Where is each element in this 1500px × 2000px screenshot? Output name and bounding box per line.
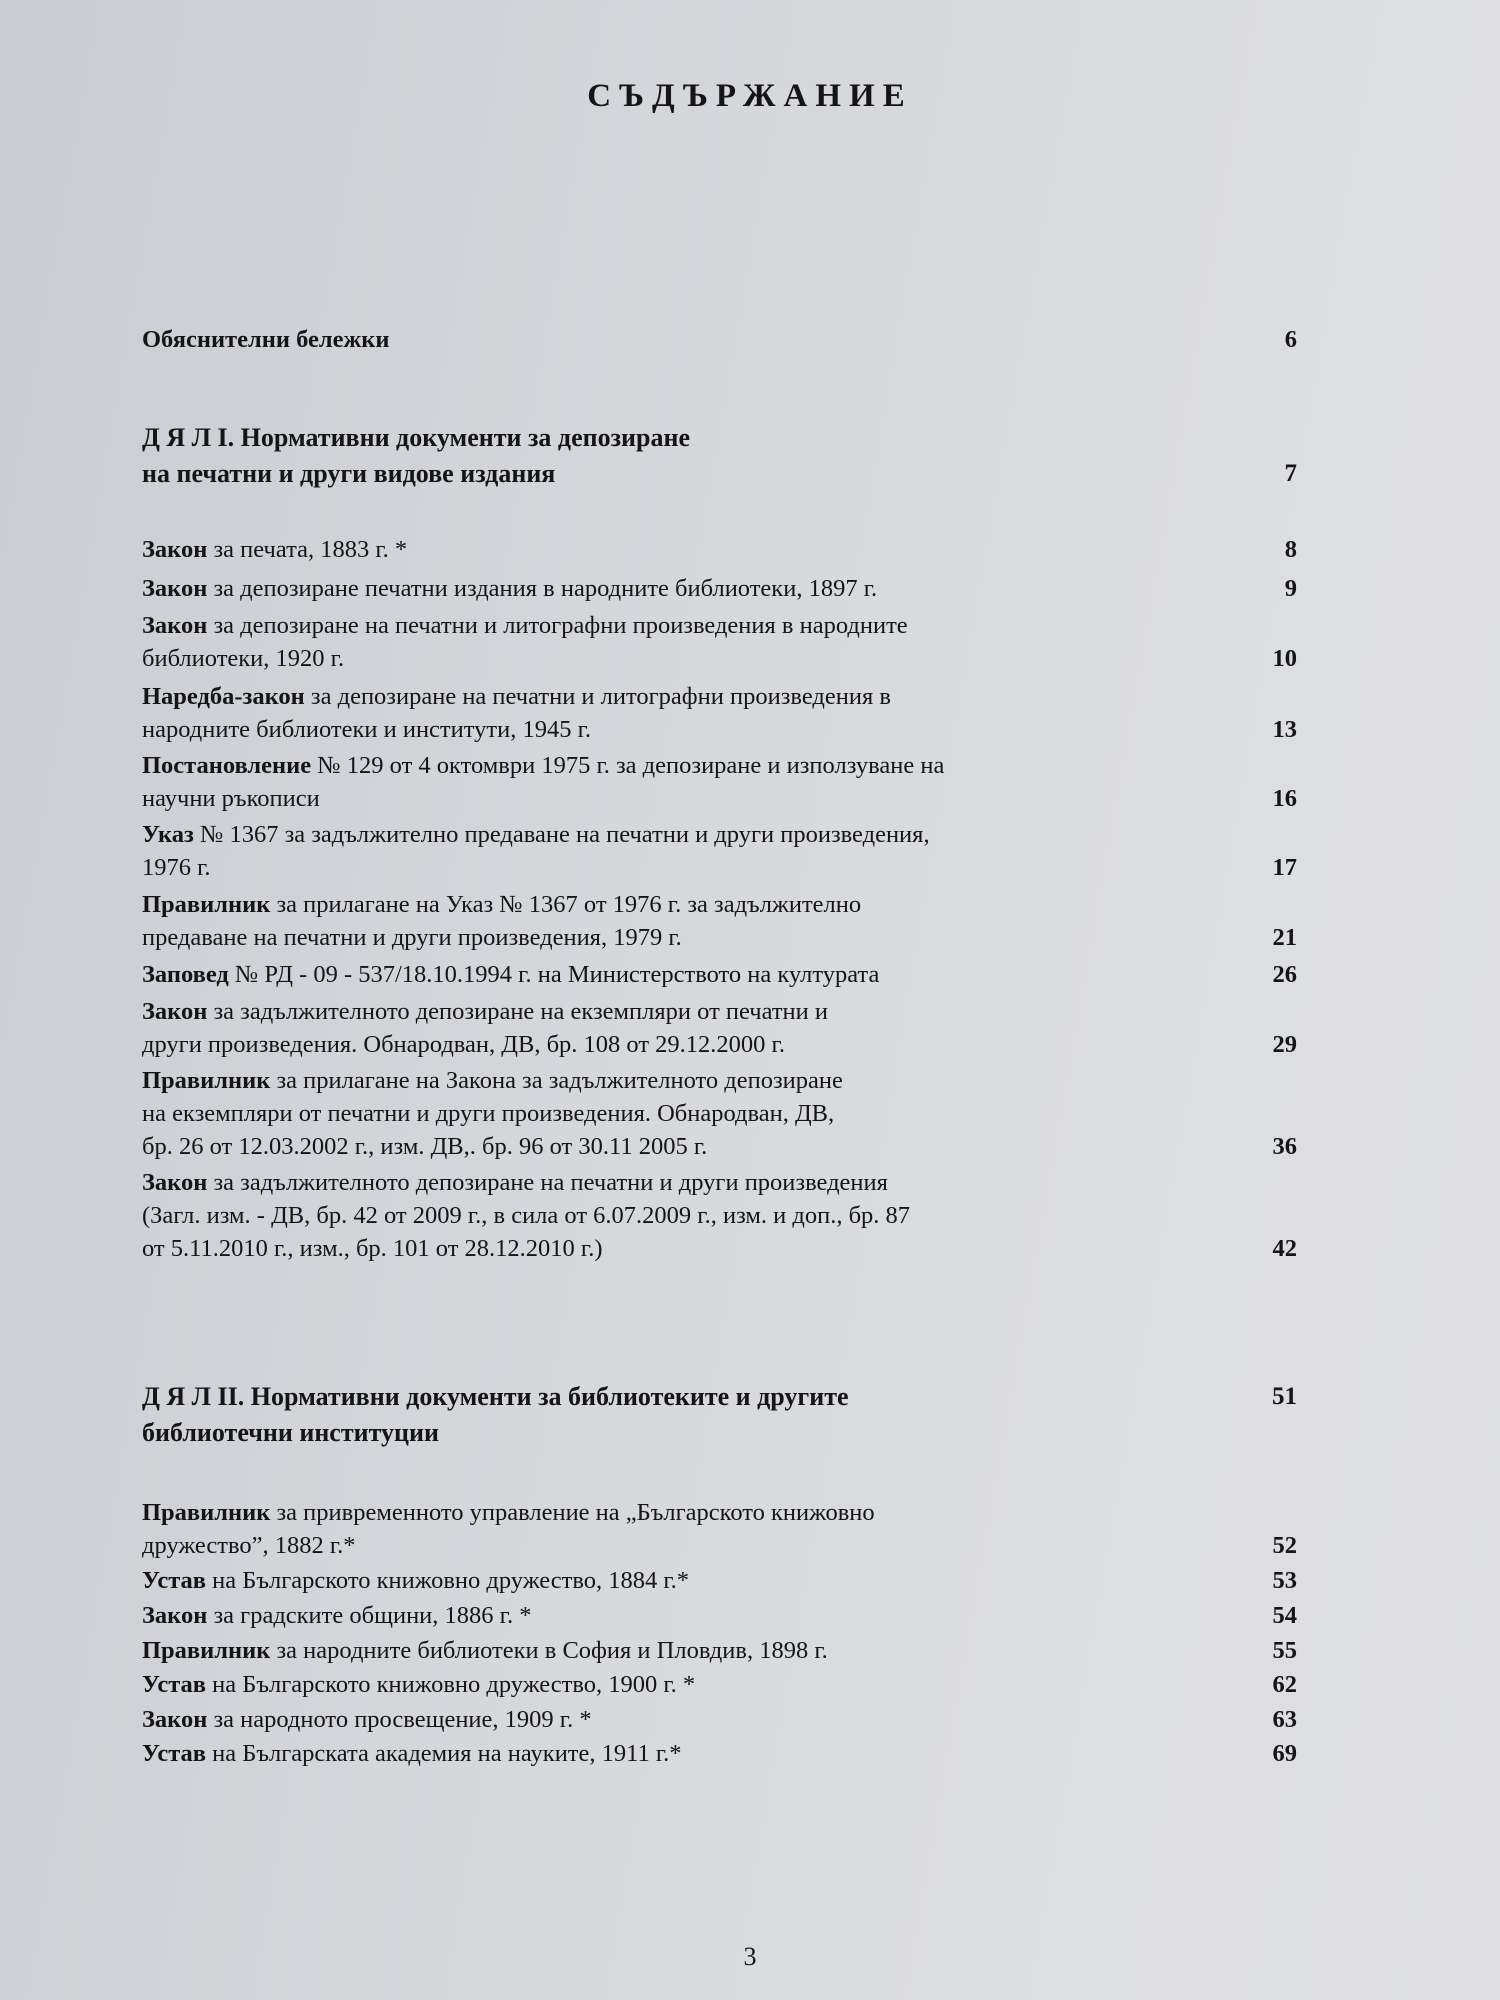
section-1-line-2: на печатни и други видове издания — [142, 459, 556, 488]
entry-text — [142, 1496, 1297, 1529]
entry-text — [142, 1703, 1297, 1736]
entry-text: за печата, 1883 г. * — [207, 536, 408, 563]
entry-text — [142, 888, 1297, 921]
entry-keyword: Правилник — [142, 1637, 271, 1664]
toc-entry — [142, 1668, 1297, 1701]
entry-keyword: Устав — [142, 1740, 207, 1767]
entry-keyword: Закон — [142, 612, 208, 639]
toc-entry — [142, 958, 1297, 991]
toc-entry — [142, 1064, 1297, 1163]
entry-text — [142, 1737, 1297, 1770]
entry-page: 16 — [1272, 785, 1297, 812]
entry-page: 54 — [1272, 1602, 1297, 1629]
entry-text — [142, 1064, 1297, 1097]
entry-text: други произведения. Обнародван, ДВ, бр. 108 от 29.12.2000 г. — [142, 1031, 785, 1058]
entry-keyword: Закон — [142, 1706, 208, 1733]
entry-text — [142, 1166, 1297, 1199]
entry-page: 55 — [1272, 1637, 1297, 1664]
entry-keyword: Закон — [142, 1602, 208, 1629]
entry-text: от 5.11.2010 г., изм., бр. 101 от 28.12.2010 г.) — [142, 1235, 603, 1262]
entry-text: 1976 г. — [142, 854, 211, 881]
page-number: 3 — [743, 1942, 757, 1971]
section-2-line-2: библиотечни институции — [142, 1418, 439, 1447]
entry-text — [142, 680, 1297, 713]
entry-keyword: Постановление — [142, 752, 312, 779]
entry-page: 53 — [1272, 1567, 1297, 1594]
entry-label: Обяснителни бележки — [142, 326, 390, 353]
entry-keyword: Правилник — [142, 891, 271, 918]
entry-text: народните библиотеки и институти, 1945 г. — [142, 716, 591, 743]
entry-text: за депозиране на печатни и литографни произведения в — [304, 683, 891, 710]
entry-text: библиотеки, 1920 г. — [142, 645, 345, 672]
entry-text: № 129 от 4 октомври 1975 г. за депозиране и използуване на — [311, 752, 945, 779]
entry-text: на Българското книжовно дружество, 1900 г. * — [206, 1671, 696, 1698]
entry-keyword: Наредба-закон — [142, 683, 305, 710]
toc-entry — [142, 609, 1297, 675]
toc-entry — [142, 749, 1297, 815]
entry-page: 17 — [1272, 854, 1297, 881]
toc-entry — [142, 1599, 1297, 1632]
entry-page: 26 — [1272, 961, 1297, 988]
entry-page: 63 — [1272, 1706, 1297, 1733]
entry-page: 62 — [1272, 1671, 1297, 1698]
entry-text: за народното просвещение, 1909 г. * — [207, 1706, 592, 1733]
entry-text — [142, 749, 1297, 782]
toc-entry — [142, 1564, 1297, 1597]
toc-entry — [142, 818, 1297, 884]
entry-keyword: Закон — [142, 998, 208, 1025]
section-1-line-1: Д Я Л I. Нормативни документи за депозиране — [142, 423, 690, 452]
toc-entry — [142, 1634, 1297, 1667]
entry-text: на екземпляри от печатни и други произведения. Обнародван, ДВ, — [142, 1100, 835, 1127]
entry-text — [142, 572, 1297, 605]
entry-text: (Загл. изм. - ДВ, бр. 42 от 2009 г., в сила от 6.07.2009 г., изм. и доп., бр. 87 — [142, 1202, 911, 1229]
entry-keyword: Закон — [142, 1169, 208, 1196]
entry-text — [142, 1599, 1297, 1632]
entry-keyword: Закон — [142, 575, 208, 602]
toc-entry — [142, 1737, 1297, 1770]
entry-text: № РД - 09 - 537/18.10.1994 г. на Министерството на културата — [228, 961, 880, 988]
entry-keyword: Закон — [142, 536, 208, 563]
entry-keyword: Заповед — [142, 961, 229, 988]
entry-page: 29 — [1272, 1031, 1297, 1058]
entry-text — [142, 533, 1297, 566]
toc-entry — [142, 1496, 1297, 1562]
toc-entry — [142, 995, 1297, 1061]
entry-text — [142, 1668, 1297, 1701]
entry-page: 42 — [1272, 1235, 1297, 1262]
section-1-heading — [142, 420, 1297, 492]
entry-text: за градските общини, 1886 г. * — [207, 1602, 532, 1629]
entry-text: за народните библиотеки в София и Пловдив, 1898 г. — [270, 1637, 828, 1664]
entry-text — [142, 958, 1297, 991]
entry-text: дружество”, 1882 г.* — [142, 1532, 356, 1559]
entry-text: на Българската академия на науките, 1911 г.* — [206, 1740, 682, 1767]
entry-page: 21 — [1272, 924, 1297, 951]
entry-text: бр. 26 от 12.03.2002 г., изм. ДВ,. бр. 96 от 30.11 2005 г. — [142, 1133, 708, 1160]
entry-text: за прилагане на Указ № 1367 от 1976 г. за задължително — [270, 891, 862, 918]
page-title: СЪДЪРЖАНИЕ — [587, 78, 913, 114]
entry-text: за задължителното депозиране на екземпляри от печатни и — [207, 998, 829, 1025]
entry-text: за привременното управление на „Българското книжовно — [270, 1499, 875, 1526]
entry-text — [142, 1564, 1297, 1597]
entry-keyword: Правилник — [142, 1067, 271, 1094]
entry-page: 6 — [1284, 326, 1297, 353]
entry-text: на Българското книжовно дружество, 1884 г.* — [206, 1567, 690, 1594]
toc-entry — [142, 680, 1297, 746]
entry-page: 13 — [1272, 716, 1297, 743]
entry-page: 9 — [1284, 575, 1297, 602]
entry-text: за депозиране на печатни и литографни произведения в народните — [207, 612, 908, 639]
section-2-line-1: Д Я Л II. Нормативни документи за библиотеките и другите — [142, 1382, 849, 1411]
entry-page: 8 — [1284, 536, 1297, 563]
entry-page: 10 — [1272, 645, 1297, 672]
entry-keyword: Правилник — [142, 1499, 271, 1526]
entry-text — [142, 995, 1297, 1028]
entry-text: за задължителното депозиране на печатни и други произведения — [207, 1169, 888, 1196]
entry-page: 52 — [1272, 1532, 1297, 1559]
entry-page: 36 — [1272, 1133, 1297, 1160]
toc-entry — [142, 533, 1297, 566]
entry-text: № 1367 за задължително предаване на печатни и други произведения, — [193, 821, 930, 848]
toc-entry — [142, 1166, 1297, 1265]
section-1-page: 7 — [1284, 460, 1297, 487]
toc-entry — [142, 1703, 1297, 1736]
entry-text — [142, 818, 1297, 851]
entry-page: 69 — [1272, 1740, 1297, 1767]
entry-text: научни ръкописи — [142, 785, 320, 812]
toc-entry-explanatory — [142, 323, 1297, 356]
entry-text — [142, 1634, 1297, 1667]
entry-text — [142, 609, 1297, 642]
entry-text: предаване на печатни и други произведения, 1979 г. — [142, 924, 682, 951]
section-2-heading — [142, 1379, 1297, 1451]
entry-text: за депозиране печатни издания в народните библиотеки, 1897 г. — [207, 575, 878, 602]
entry-keyword: Устав — [142, 1671, 207, 1698]
toc-entry — [142, 572, 1297, 605]
entry-text: за прилагане на Закона за задължителното депозиране — [270, 1067, 843, 1094]
entry-keyword: Указ — [142, 821, 194, 848]
entry-keyword: Устав — [142, 1567, 207, 1594]
toc-entry — [142, 888, 1297, 954]
section-2-page: 51 — [1272, 1383, 1297, 1410]
